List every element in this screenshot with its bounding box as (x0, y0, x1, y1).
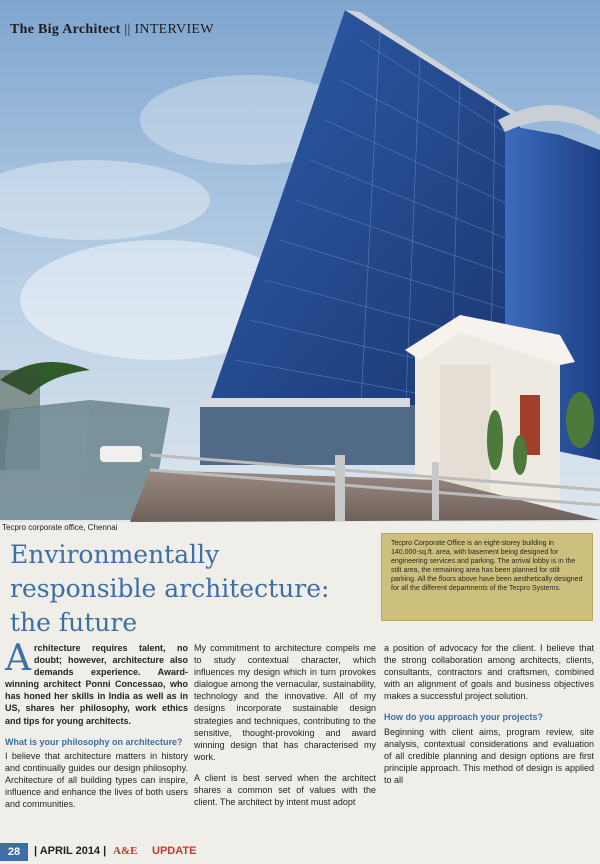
column-2-paragraph-2: A client is best served when the architect shares a common set of values with the client. The architect by intent must adopt (194, 772, 376, 808)
column-2-paragraph-1: My commitment to architecture compels me to study contextual character, which influences my design which in turn provokes dialogue among the vernacular, sustainability, technology and the innovative. All of my designs incorporate sustainable design strategies and techniques, contributing to the sensitive, thought-provoking and award winning design that has characterised my work. (194, 643, 376, 762)
magazine-logo-suffix: UPDATE (152, 845, 197, 857)
magazine-logo: A&E (113, 845, 138, 857)
article-column-2 (194, 642, 376, 817)
question-approach: How do you approach your projects? (384, 712, 544, 723)
section-title: The Big Architect (10, 22, 121, 37)
page-number: 28 (0, 843, 28, 861)
section-category: INTERVIEW (134, 22, 214, 37)
header-separator: || (124, 22, 131, 37)
intro-paragraph (5, 638, 188, 727)
photo-caption: Tecpro corporate office, Chennai (2, 523, 118, 532)
answer-philosophy: I believe that architecture matters in history and continually guides our design philosophy. Architecture of all building types can inspire, influence and enhance the lives of both users and communities. (5, 750, 188, 810)
intro-text: rchitecture requires talent, no doubt; however, architecture also demands experience. Award-winning architect Ponni Concessao, who has honed her skills in India as well as in US, shares her philosophy, work ethics and tips for young architects. (5, 643, 188, 726)
column-3-paragraph-1: a position of advocacy for the client. I believe that the strong collaboration among architects, clients, consultants, contractors and craftsmen, combined with an alignment of goals and business objectives makes a successful project solution. (384, 643, 594, 702)
info-box (381, 533, 593, 621)
question-philosophy: What is your philosophy on architecture? (5, 736, 183, 747)
page-footer (0, 842, 600, 864)
issue-date: | APRIL 2014 | (34, 845, 107, 857)
article-column-1 (5, 638, 188, 819)
drop-cap: A (5, 638, 31, 679)
answer-approach: Beginning with client aims, program review, site analysis, contextual considerations and evaluation of all credible planning and design options are first principle approach. This method of design is applied to all (384, 726, 594, 785)
article-headline: Environmentally responsible architecture: the future (10, 540, 330, 637)
section-header (10, 22, 214, 38)
info-box-text: Tecpro Corporate Office is an eight-storey building in 140,000-sq.ft. area, with basement being designed for engineering services and parking. The arrival lobby is in the stilt area, the remaining area has been planned for stilt parking. All the floors above have been aesthetically designed for all the different departments of the Tecpro Systems. (391, 540, 583, 593)
article-column-3 (384, 642, 594, 795)
